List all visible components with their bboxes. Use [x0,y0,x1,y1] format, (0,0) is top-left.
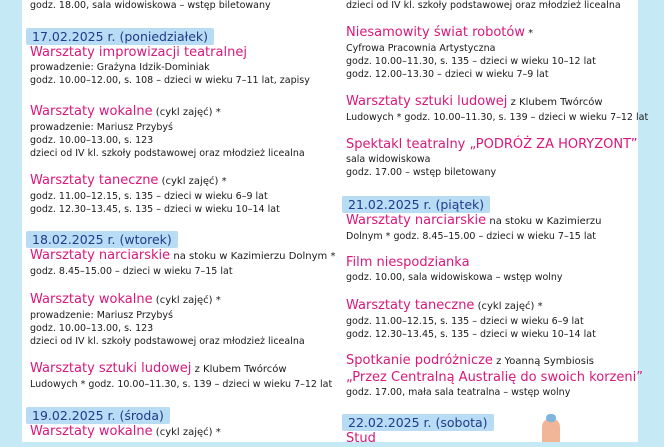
event-studio [346,431,636,447]
event-title [30,104,336,121]
event-line: Ludowych * godz. 10.00–11.30, s. 139 – dzieci w wieku 7–12 lat [346,112,649,123]
event-line: prowadzenie: Mariusz Przybyś [30,122,173,133]
event-title-text: Warsztaty sztuki ludowej [346,94,508,109]
date-label: 18.02.2025 r. (wtorek) [26,231,178,248]
event-line: godz. 12.00–13.30 – dzieci w wieku 7–9 lat [346,69,549,80]
date-22-02 [346,412,636,431]
event-title-suffix: * [524,28,534,39]
event-dance-2 [346,298,636,341]
event-title [30,292,336,309]
event-title [30,424,336,441]
event-title-text: Warsztaty taneczne [346,298,475,313]
event-title [30,173,336,190]
event-title-suffix: na stoku w Kazimierzu [486,216,602,227]
event-title [346,353,636,370]
date-label: 17.02.2025 r. (poniedziałek) [26,28,214,45]
event-folk-1 [30,361,336,391]
date-17-02 [30,26,336,45]
event-title [346,25,636,42]
event-title-suffix: z Yoanną Symbiosis [492,356,594,367]
event-title-text: Warsztaty narciarskie [346,213,487,228]
event-ski-1 [30,248,336,278]
event-title-text: Warsztaty narciarskie [30,248,171,263]
event-spectacle [346,137,636,179]
event-title [346,94,636,111]
event-title [30,248,336,265]
event-vocal-3 [30,424,336,441]
event-title-suffix: na stoku w Kazimierzu Dolnym * [170,251,336,262]
event-line: godz. 10.00–13.00, s. 123 [30,323,154,334]
event-subtitle: „Przez Centralną Australię do swoich korzeni” [346,370,643,385]
event-line: godz. 8.45–15.00 – dzieci w wieku 7–15 lat [30,266,233,277]
event-line: dzieci od IV kl. szkoły podstawowej oraz młodzież licealna [30,148,305,159]
event-title-text: Warsztaty wokalne [30,292,153,307]
event-travel-meeting [346,353,643,399]
event-line: godz. 10.00–11.30, s. 135 – dzieci w wieku 10–12 lat [346,56,596,67]
event-title: Film niespodzianka [346,255,470,270]
date-19-02 [30,405,336,424]
event-title [346,213,636,230]
event-line: prowadzenie: Mariusz Przybyś [30,310,173,321]
event-title-suffix: z Klubem Twórców [507,97,603,108]
event-title-suffix: z Klubem Twórców [191,364,287,375]
event-dance-1 [30,173,336,216]
event-line: sala widowiskowa [346,154,431,165]
event-line: godz. 11.00–12.15, s. 135 – dzieci w wieku 6–9 lat [346,316,584,327]
event-film [346,255,636,284]
event-line: Cyfrowa Pracownia Artystyczna [346,43,496,54]
event-title-suffix: (cykl zajęć) * [158,176,227,187]
event-title: Stud [346,431,376,446]
event-line: Dolnym * godz. 8.45–15.00 – dzieci w wieku 7–15 lat [346,231,597,242]
event-line: dzieci od IV kl. szkoły podstawowej oraz młodzież licealna [346,0,621,11]
date-18-02 [30,229,336,248]
event-line: godz. 18.00, sala widowiskowa – wstęp biletowany [30,0,271,11]
event-line: prowadzenie: Grażyna Idzik-Dominiak [30,62,210,73]
event-title-text: Niesamowity świat robotów [346,25,525,40]
date-label: 19.02.2025 r. (środa) [26,407,170,424]
event-title-text: Warsztaty wokalne [30,104,153,119]
event-title [346,298,636,315]
event-line: godz. 10.00–12.00, s. 108 – dzieci w wieku 7–11 lat, zapisy [30,75,310,86]
event-line: godz. 17.00 – wstęp biletowany [346,167,497,178]
event-title [30,361,336,378]
event-line: godz. 17.00, mała sala teatralna – wstęp wolny [346,387,571,398]
event-title-text: Warsztaty sztuki ludowej [30,361,192,376]
event-ski-2 [346,213,636,243]
prev-event-tail [346,0,636,12]
event-title-suffix: (cykl zajęć) * [152,427,221,438]
event-folk-2 [346,94,649,124]
event-title: Spektakl teatralny „PODRÓŻ ZA HORYZONT” [346,137,638,152]
event-title-suffix: (cykl zajęć) * [152,107,221,118]
date-label: 21.02.2025 r. (piątek) [342,196,490,213]
event-line: godz. 10.00, sala widowiskowa – wstęp wolny [346,272,563,283]
event-title-text: Warsztaty wokalne [30,424,153,439]
date-21-02 [346,194,636,213]
event-line: godz. 10.00–13.00, s. 123 [30,135,154,146]
date-label: 22.02.2025 r. (sobota) [342,414,494,431]
event-title-suffix: (cykl zajęć) * [152,295,221,306]
event-vocal-1 [30,104,336,160]
event-vocal-2 [30,292,336,348]
event-title-suffix: (cykl zajęć) * [474,301,543,312]
event-line: godz. 12.30–13.45, s. 135 – dzieci w wieku 10–14 lat [30,204,280,215]
hand-illustration [542,418,560,442]
event-title-text: Warsztaty taneczne [30,173,159,188]
event-line: dzieci od IV kl. szkoły podstawowej oraz młodzież licealna [30,336,305,347]
event-line: godz. 12.30–13.45, s. 135 – dzieci w wieku 10–14 lat [346,329,596,340]
event-robots [346,25,636,81]
event-title-text: Spotkanie podróżnicze [346,353,493,368]
event-line: godz. 11.00–12.15, s. 135 – dzieci w wieku 6–9 lat [30,191,268,202]
prev-event-tail [30,0,336,12]
event-title: Warsztaty improwizacji teatralnej [30,45,247,60]
event-line: Ludowych * godz. 10.00–11.30, s. 139 – dzieci w wieku 7–12 lat [30,379,333,390]
event-improvisation [30,45,336,87]
